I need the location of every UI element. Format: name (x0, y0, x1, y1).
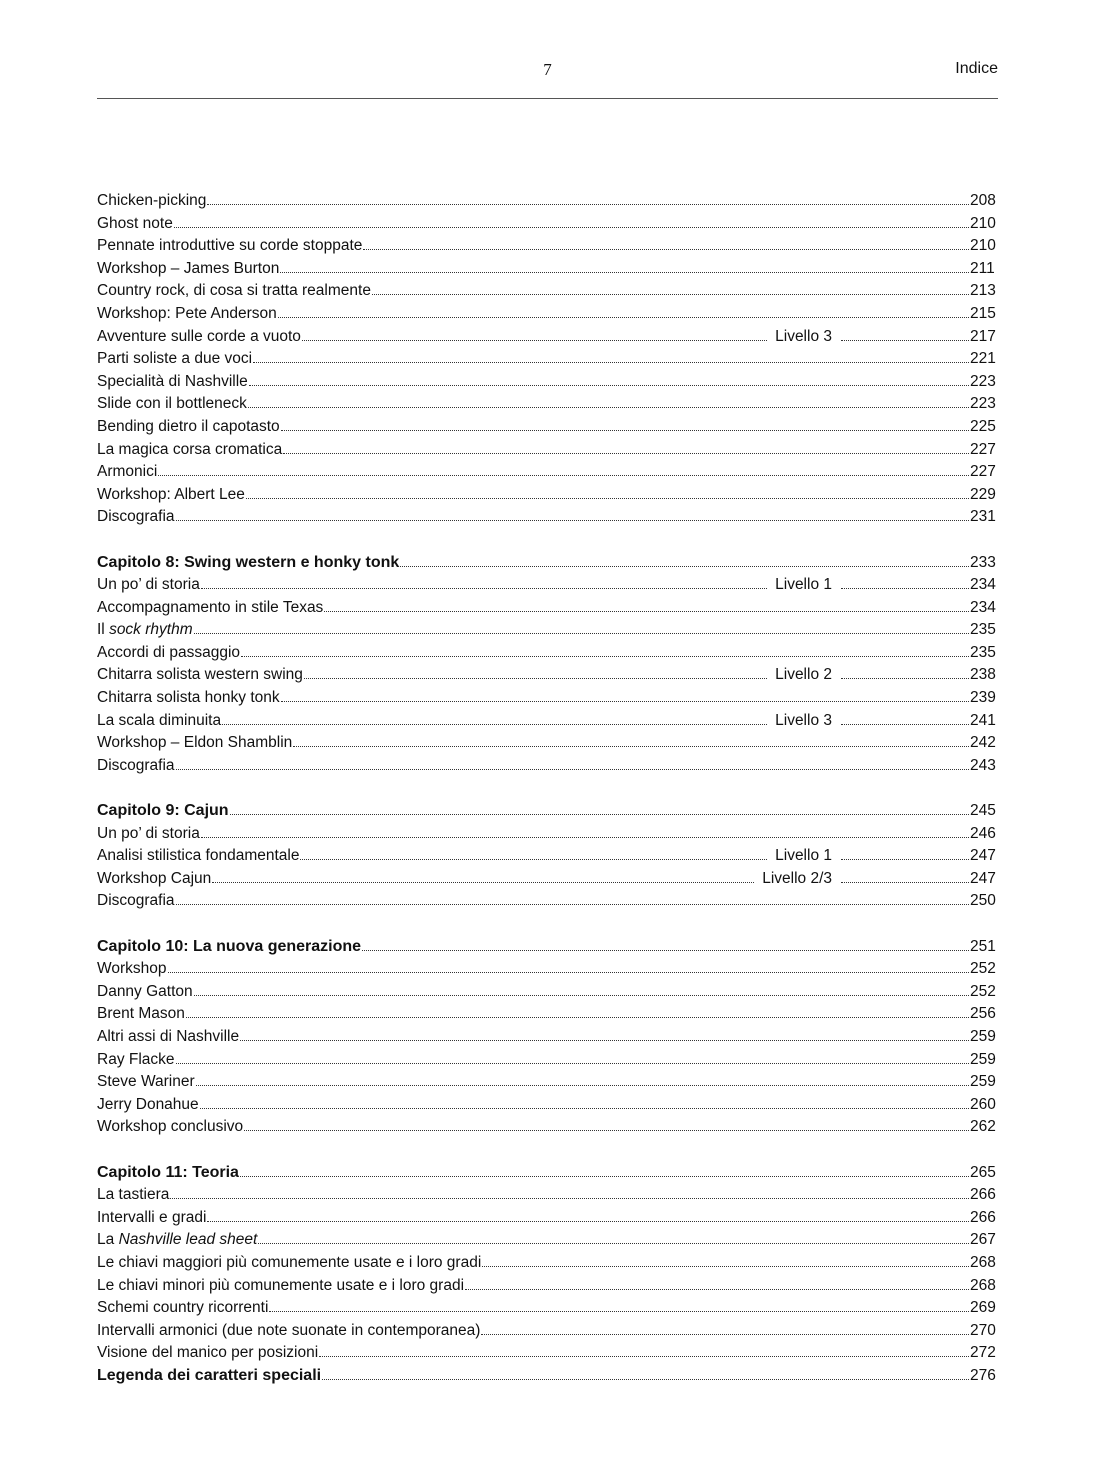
toc-entry-text: Chitarra solista honky tonk (97, 689, 280, 707)
toc-entry (97, 393, 998, 416)
toc-entry (97, 1049, 998, 1072)
toc-page-number: 246 (970, 824, 996, 842)
toc-entry-title (97, 371, 248, 394)
dot-leader (240, 1040, 969, 1041)
dot-leader (841, 340, 969, 341)
dot-leader (176, 904, 969, 905)
dot-leader (281, 430, 969, 431)
toc-entry (97, 190, 998, 213)
dot-leader (201, 588, 767, 589)
toc-page-number: 266 (970, 1186, 996, 1204)
toc-entry (97, 1229, 998, 1252)
toc-entry-title (97, 1229, 257, 1252)
toc-entry-title (97, 981, 193, 1004)
toc-entry (97, 1026, 998, 1049)
toc-entry-title (97, 868, 211, 891)
toc-page-number: 243 (970, 756, 996, 774)
toc-entry-title (97, 1207, 206, 1230)
toc-entry-text: Avventure sulle corde a vuoto (97, 327, 301, 345)
toc-entry-title (97, 1275, 464, 1298)
toc-entry-text: Discografia (97, 508, 175, 526)
toc-page-number: 239 (970, 689, 996, 707)
dot-leader (176, 1063, 969, 1064)
dot-leader (246, 498, 969, 499)
toc-page-number: 272 (970, 1344, 996, 1362)
toc-entry-italic-text: Nashville lead sheet (118, 1231, 258, 1249)
toc-entry-text: Discografia (97, 756, 175, 774)
toc-page-number: 276 (970, 1366, 996, 1384)
toc-entry-title (97, 439, 282, 462)
toc-entry-title (97, 1342, 318, 1365)
toc-entry-title (97, 1252, 481, 1275)
toc-entry-text: La (97, 1231, 119, 1249)
toc-entry (97, 868, 998, 891)
dot-leader (269, 1311, 969, 1312)
toc-page-number: 225 (970, 417, 996, 435)
toc-entry-title (97, 235, 362, 258)
toc-entry (97, 958, 998, 981)
toc-page-number: 227 (970, 463, 996, 481)
toc-entry-text: Bending dietro il capotasto (97, 417, 280, 435)
toc-entry-title (97, 190, 206, 213)
toc-entry-title (97, 416, 280, 439)
toc-entry (97, 664, 998, 687)
toc-page-number: 268 (970, 1253, 996, 1271)
section-title: Indice (955, 60, 998, 77)
dot-leader (465, 1289, 969, 1290)
toc-entry (97, 1116, 998, 1139)
toc-entry-title (97, 958, 167, 981)
toc-entry (97, 823, 998, 846)
toc-entry (97, 371, 998, 394)
toc-page-number: 215 (970, 304, 996, 322)
toc-page-number: 235 (970, 621, 996, 639)
toc-group (97, 552, 998, 778)
toc-entry-text: Parti soliste a due voci (97, 350, 253, 368)
toc-entry-text: La tastiera (97, 1186, 170, 1204)
toc-entry (97, 348, 998, 371)
dot-leader (230, 814, 969, 815)
dot-leader (200, 1108, 969, 1109)
toc-entry (97, 687, 998, 710)
dot-leader (201, 837, 969, 838)
dot-leader (324, 611, 969, 612)
toc-page-number: 221 (970, 350, 996, 368)
toc-entry-title (97, 258, 279, 281)
toc-entry-text: Steve Wariner (97, 1073, 195, 1091)
toc-entry-title (97, 1003, 185, 1026)
toc-page-number: 267 (970, 1231, 996, 1249)
toc-entry-text: Ray Flacke (97, 1050, 175, 1068)
toc-entry-text: Pennate introduttive su corde stoppate (97, 237, 363, 255)
toc-entry-text: Armonici (97, 463, 158, 481)
toc-page-number: 210 (970, 214, 996, 232)
toc-entry-title (97, 664, 303, 687)
toc-entry-text: Workshop – James Burton (97, 259, 280, 277)
toc-entry-text: Workshop Cajun (97, 869, 212, 887)
toc-page-number: 247 (970, 847, 996, 865)
dot-leader (363, 249, 969, 250)
toc-entry-text: Visione del manico per posizioni (97, 1344, 319, 1362)
toc-entry (97, 235, 998, 258)
dot-leader (170, 1198, 969, 1199)
toc-entry (97, 1297, 998, 1320)
toc-page-number: 262 (970, 1118, 996, 1136)
toc-page-number: 252 (970, 960, 996, 978)
toc-page-number: 259 (970, 1050, 996, 1068)
dot-leader (249, 385, 969, 386)
toc-entry (97, 619, 998, 642)
toc-page-number: 227 (970, 440, 996, 458)
toc-level-label: Livello 2/3 (762, 869, 832, 887)
toc-entry-title (97, 280, 371, 303)
dot-leader (244, 1130, 969, 1131)
toc-entry (97, 213, 998, 236)
toc-entry (97, 574, 998, 597)
toc-entry (97, 710, 998, 733)
page-number: 7 (543, 60, 552, 79)
toc-entry-text: Le chiavi minori più comunemente usate e i loro gradi (97, 1276, 465, 1294)
toc-entry-text: Capitolo 11: Teoria (97, 1163, 239, 1181)
dot-leader (176, 520, 969, 521)
toc-entry-text: Discografia (97, 892, 175, 910)
dot-leader (482, 1266, 969, 1267)
toc-entry-text: Chitarra solista western swing (97, 666, 303, 684)
toc-entry-title (97, 303, 277, 326)
dot-leader (281, 701, 969, 702)
toc-page-number: 269 (970, 1299, 996, 1317)
toc-entry-text: Intervalli e gradi (97, 1208, 207, 1226)
toc-group (97, 800, 998, 913)
toc-entry (97, 755, 998, 778)
dot-leader (841, 882, 969, 883)
toc-page-number: 259 (970, 1027, 996, 1045)
toc-level-label: Livello 3 (775, 711, 832, 729)
toc-entry-title (97, 1094, 199, 1117)
toc-entry (97, 1320, 998, 1343)
toc-chapter-entry (97, 552, 998, 575)
toc-entry-title (97, 1162, 239, 1185)
toc-entry (97, 416, 998, 439)
dot-leader (841, 678, 969, 679)
dot-leader (194, 633, 969, 634)
toc-entry-text: Brent Mason (97, 1005, 185, 1023)
toc-entry-title (97, 755, 175, 778)
dot-leader (280, 272, 969, 273)
toc-entry (97, 461, 998, 484)
toc-entry-title (97, 1320, 480, 1343)
toc-entry-title (97, 619, 193, 642)
toc-group (97, 936, 998, 1139)
toc-entry-title (97, 1026, 239, 1049)
toc-entry-title (97, 710, 221, 733)
toc-entry-title (97, 823, 200, 846)
toc-entry-title (97, 890, 175, 913)
toc-entry-title (97, 506, 175, 529)
toc-page-number: 235 (970, 643, 996, 661)
toc-entry-title (97, 1365, 321, 1388)
dot-leader (362, 950, 969, 951)
toc-page-number: 266 (970, 1208, 996, 1226)
toc-page-number: 233 (970, 553, 996, 571)
dot-leader (186, 1017, 969, 1018)
toc-page-number: 210 (970, 237, 996, 255)
toc-entry-title (97, 1071, 195, 1094)
toc-entry-title (97, 461, 157, 484)
toc-chapter-entry (97, 800, 998, 823)
toc-entry-text: Capitolo 9: Cajun (97, 802, 229, 820)
dot-leader (207, 204, 969, 205)
toc-entry-text: Accordi di passaggio (97, 643, 241, 661)
toc-page-number: 208 (970, 192, 996, 209)
toc-entry-text: Altri assi di Nashville (97, 1027, 240, 1045)
dot-leader (481, 1334, 969, 1335)
dot-leader (278, 317, 969, 318)
toc-page-number: 231 (970, 508, 996, 526)
toc-entry (97, 1094, 998, 1117)
dot-leader (319, 1356, 969, 1357)
toc-page-number: 211 (970, 259, 995, 277)
toc-page-number: 256 (970, 1005, 996, 1023)
toc-entry (97, 981, 998, 1004)
toc-entry (97, 732, 998, 755)
dot-leader (293, 746, 969, 747)
toc-entry-text: Slide con il bottleneck (97, 395, 247, 413)
toc-page-number: 234 (970, 576, 996, 594)
toc-chapter-entry (97, 1162, 998, 1185)
toc-entry-title (97, 732, 292, 755)
toc-entry-text: Workshop – Eldon Shamblin (97, 734, 293, 752)
toc-entry (97, 642, 998, 665)
toc-page-number: 229 (970, 485, 996, 503)
toc-entry-title (97, 936, 361, 959)
toc-entry-text: Jerry Donahue (97, 1095, 199, 1113)
toc-entry-text: Le chiavi maggiori più comunemente usate e i loro gradi (97, 1253, 482, 1271)
dot-leader (158, 475, 969, 476)
toc-entry-title (97, 642, 240, 665)
toc-page-number: 223 (970, 395, 996, 413)
toc-entry-text: Intervalli armonici (due note suonate in contemporanea) (97, 1321, 481, 1339)
toc-entry-text: Capitolo 8: Swing western e honky tonk (97, 553, 400, 571)
toc-page-number: 213 (970, 282, 996, 300)
toc-entry-text: La magica corsa cromatica (97, 440, 283, 458)
toc-page-number: 238 (970, 666, 996, 684)
dot-leader (194, 995, 969, 996)
toc-entry-text: Accompagnamento in stile Texas (97, 598, 324, 616)
dot-leader (168, 972, 970, 973)
toc-page-number: 217 (970, 327, 996, 345)
toc-entry-title (97, 687, 280, 710)
toc-entry-title (97, 348, 252, 371)
toc-entry-title (97, 1297, 268, 1320)
dot-leader (176, 769, 969, 770)
table-of-contents (97, 190, 998, 1410)
page-header (97, 56, 998, 99)
dot-leader (300, 859, 767, 860)
dot-leader (207, 1221, 969, 1222)
dot-leader (322, 1379, 969, 1380)
toc-entry-title (97, 213, 173, 236)
toc-group (97, 1162, 998, 1388)
toc-entry-text: Schemi country ricorrenti (97, 1299, 269, 1317)
toc-entry (97, 484, 998, 507)
toc-entry-title (97, 1116, 243, 1139)
dot-leader (304, 678, 767, 679)
toc-entry-text: Analisi stilistica fondamentale (97, 847, 300, 865)
dot-leader (212, 882, 754, 883)
dot-leader (248, 407, 969, 408)
dot-leader (174, 227, 969, 228)
toc-entry (97, 258, 998, 281)
toc-entry (97, 303, 998, 326)
toc-entry-title (97, 574, 200, 597)
toc-entry (97, 506, 998, 529)
dot-leader (841, 724, 969, 725)
toc-entry-title (97, 1184, 169, 1207)
dot-leader (240, 1176, 969, 1177)
toc-entry-title (97, 552, 399, 575)
toc-group (97, 190, 998, 529)
toc-entry-text: Capitolo 10: La nuova generazione (97, 937, 362, 955)
toc-entry (97, 280, 998, 303)
dot-leader (841, 588, 969, 589)
toc-page-number: 251 (970, 937, 996, 955)
toc-entry-title (97, 845, 299, 868)
dot-leader (283, 453, 969, 454)
toc-entry (97, 597, 998, 620)
toc-page-number: 245 (970, 802, 996, 820)
toc-page-number: 241 (970, 711, 996, 729)
toc-entry-text: Chicken-picking (97, 192, 207, 209)
toc-entry (97, 439, 998, 462)
toc-page-number: 260 (970, 1095, 996, 1113)
dot-leader (372, 294, 969, 295)
toc-page-number: 242 (970, 734, 996, 752)
toc-entry-text: Workshop (97, 960, 167, 978)
toc-entry-text: Legenda dei caratteri speciali (97, 1366, 322, 1384)
toc-level-label: Livello 3 (775, 327, 832, 345)
toc-page-number: 234 (970, 598, 996, 616)
toc-entry-text: La scala diminuita (97, 711, 222, 729)
toc-page-number: 223 (970, 372, 996, 390)
toc-entry-title (97, 1049, 175, 1072)
toc-entry-title (97, 326, 301, 349)
toc-entry (97, 1342, 998, 1365)
toc-page-number: 252 (970, 982, 996, 1000)
toc-chapter-entry (97, 1365, 998, 1388)
toc-page-number: 270 (970, 1321, 996, 1339)
toc-entry-text: Country rock, di cosa si tratta realmente (97, 282, 371, 300)
toc-page-number: 259 (970, 1073, 996, 1091)
toc-entry-text: Workshop: Albert Lee (97, 485, 245, 503)
toc-entry (97, 890, 998, 913)
toc-page-number: 250 (970, 892, 996, 910)
toc-entry (97, 1003, 998, 1026)
dot-leader (258, 1243, 969, 1244)
toc-entry-title (97, 800, 229, 823)
toc-entry-title (97, 393, 247, 416)
toc-entry (97, 1071, 998, 1094)
toc-entry (97, 845, 998, 868)
toc-entry (97, 1184, 998, 1207)
toc-entry (97, 326, 998, 349)
dot-leader (841, 859, 969, 860)
toc-entry-text: Danny Gatton (97, 982, 193, 1000)
toc-entry-text: Il (97, 621, 110, 639)
dot-leader (253, 362, 969, 363)
toc-page-number: 247 (970, 869, 996, 887)
dot-leader (222, 724, 767, 725)
toc-entry-italic-text: sock rhythm (109, 621, 193, 639)
toc-entry (97, 1207, 998, 1230)
dot-leader (241, 656, 969, 657)
toc-level-label: Livello 2 (775, 666, 832, 684)
toc-entry-text: Specialità di Nashville (97, 372, 248, 390)
toc-entry-text: Workshop conclusivo (97, 1118, 244, 1136)
toc-entry-title (97, 484, 245, 507)
toc-entry (97, 1275, 998, 1298)
toc-entry-text: Un po’ di storia (97, 824, 200, 842)
toc-page-number: 268 (970, 1276, 996, 1294)
toc-level-label: Livello 1 (775, 847, 832, 865)
toc-entry-title (97, 597, 323, 620)
dot-leader (400, 566, 969, 567)
toc-page-number: 265 (970, 1163, 996, 1181)
dot-leader (302, 340, 767, 341)
dot-leader (196, 1085, 969, 1086)
toc-entry-text: Un po’ di storia (97, 576, 200, 594)
toc-level-label: Livello 1 (775, 576, 832, 594)
toc-entry-text: Ghost note (97, 214, 173, 232)
toc-entry-text: Workshop: Pete Anderson (97, 304, 277, 322)
toc-chapter-entry (97, 936, 998, 959)
toc-entry (97, 1252, 998, 1275)
